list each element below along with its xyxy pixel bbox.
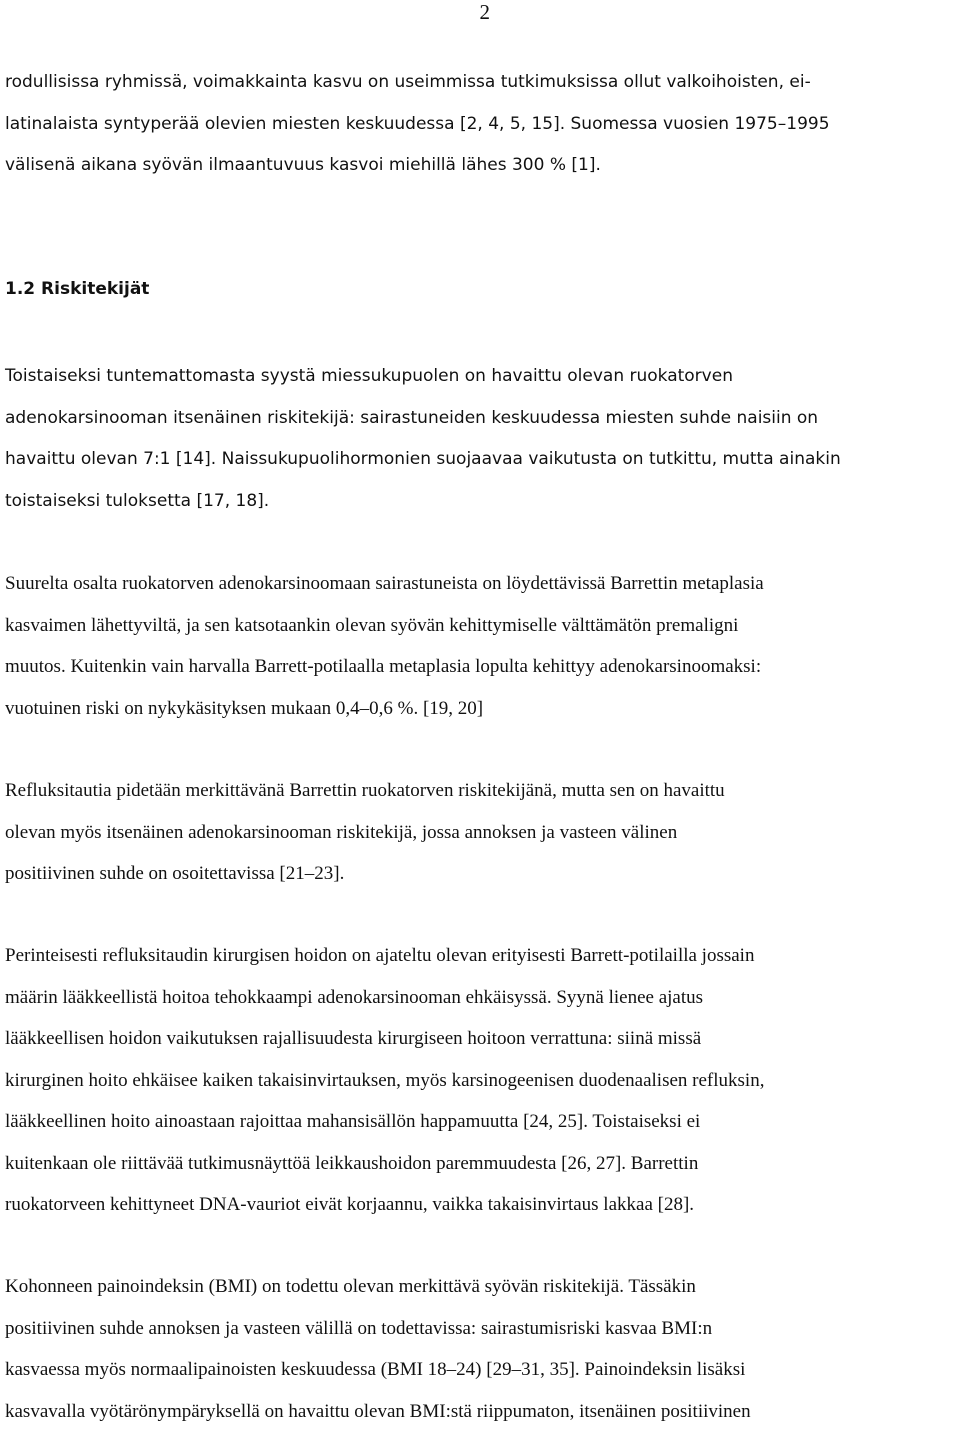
text-line: toistaiseksi tuloksetta [17, 18]. bbox=[5, 481, 841, 523]
text-line: adenokarsinooman itsenäinen riskitekijä: sairastuneiden keskuudessa miesten suhde naisiin on bbox=[5, 398, 841, 440]
text-line: määrin lääkkeellistä hoitoa tehokkaampi adenokarsinooman ehkäisyssä. Syynä lienee ajatus bbox=[5, 977, 764, 1019]
text-line: olevan myös itsenäinen adenokarsinooman riskitekijä, jossa annoksen ja vasteen välinen bbox=[5, 812, 725, 854]
text-line: Perinteisesti refluksitaudin kirurgisen hoidon on ajateltu olevan erityisesti Barrett-potilailla jossain bbox=[5, 935, 764, 977]
paragraph-barrett bbox=[5, 563, 764, 729]
text-line: Kohonneen painoindeksin (BMI) on todettu olevan merkittävä syövän riskitekijä. Tässäkin bbox=[5, 1266, 751, 1308]
text-line: positiivinen suhde on osoitettavissa [21–23]. bbox=[5, 853, 725, 895]
text-line: kuitenkaan ole riittävää tutkimusnäyttöä leikkaushoidon paremmuudesta [26, 27]. Barrettin bbox=[5, 1143, 764, 1185]
paragraph-reflux bbox=[5, 770, 725, 895]
paragraph-bmi bbox=[5, 1266, 751, 1432]
text-line: kirurginen hoito ehkäisee kaiken takaisinvirtauksen, myös karsinogeenisen duodenaalisen refluksin, bbox=[5, 1060, 764, 1102]
text-line: rodullisissa ryhmissä, voimakkainta kasvu on useimmissa tutkimuksissa ollut valkoihoisten, ei- bbox=[5, 62, 830, 104]
text-line: muutos. Kuitenkin vain harvalla Barrett-potilaalla metaplasia lopulta kehittyy adenokarsinoomaksi: bbox=[5, 646, 764, 688]
text-line: ruokatorveen kehittyneet DNA-vauriot eivät korjaannu, vaikka takaisinvirtaus lakkaa [28]. bbox=[5, 1184, 764, 1226]
text-line: vuotuinen riski on nykykäsityksen mukaan 0,4–0,6 %. [19, 20] bbox=[5, 688, 764, 730]
text-line: Suurelta osalta ruokatorven adenokarsinoomaan sairastuneista on löydettävissä Barrettin metaplasia bbox=[5, 563, 764, 605]
text-line: kasvaessa myös normaalipainoisten keskuudessa (BMI 18–24) [29–31, 35]. Painoindeksin lisäksi bbox=[5, 1349, 751, 1391]
page-number: 2 bbox=[480, 0, 491, 24]
text-line: positiivinen suhde annoksen ja vasteen välillä on todettavissa: sairastumisriski kasvaa BMI:n bbox=[5, 1308, 751, 1350]
paragraph-surgery bbox=[5, 935, 764, 1226]
text-line: kasvaimen lähettyviltä, ja sen katsotaankin olevan syövän kehittymiselle välttämätön premaligni bbox=[5, 605, 764, 647]
section-heading: 1.2 Riskitekijät bbox=[5, 274, 149, 304]
text-line: kasvavalla vyötärönympäryksellä on havaittu olevan BMI:stä riippumaton, itsenäinen positiivinen bbox=[5, 1391, 751, 1432]
text-line: Refluksitautia pidetään merkittävänä Barrettin ruokatorven riskitekijänä, mutta sen on havaittu bbox=[5, 770, 725, 812]
text-line: lääkkeellisen hoidon vaikutuksen rajallisuudesta kirurgiseen hoitoon verrattuna: siinä missä bbox=[5, 1018, 764, 1060]
text-line: Toistaiseksi tuntemattomasta syystä miessukupuolen on havaittu olevan ruokatorven bbox=[5, 356, 841, 398]
text-line: havaittu olevan 7:1 [14]. Naissukupuolihormonien suojaavaa vaikutusta on tutkittu, mutta ainakin bbox=[5, 439, 841, 481]
text-line: välisenä aikana syövän ilmaantuvuus kasvoi miehillä lähes 300 % [1]. bbox=[5, 145, 830, 187]
paragraph-sex-risk bbox=[5, 356, 841, 522]
text-line: latinalaista syntyperää olevien miesten keskuudessa [2, 4, 5, 15]. Suomessa vuosien 1975–1995 bbox=[5, 104, 830, 146]
text-line: lääkkeellinen hoito ainoastaan rajoittaa mahansisällön happamuutta [24, 25]. Toistaiseksi ei bbox=[5, 1101, 764, 1143]
intro-paragraph bbox=[5, 62, 830, 187]
